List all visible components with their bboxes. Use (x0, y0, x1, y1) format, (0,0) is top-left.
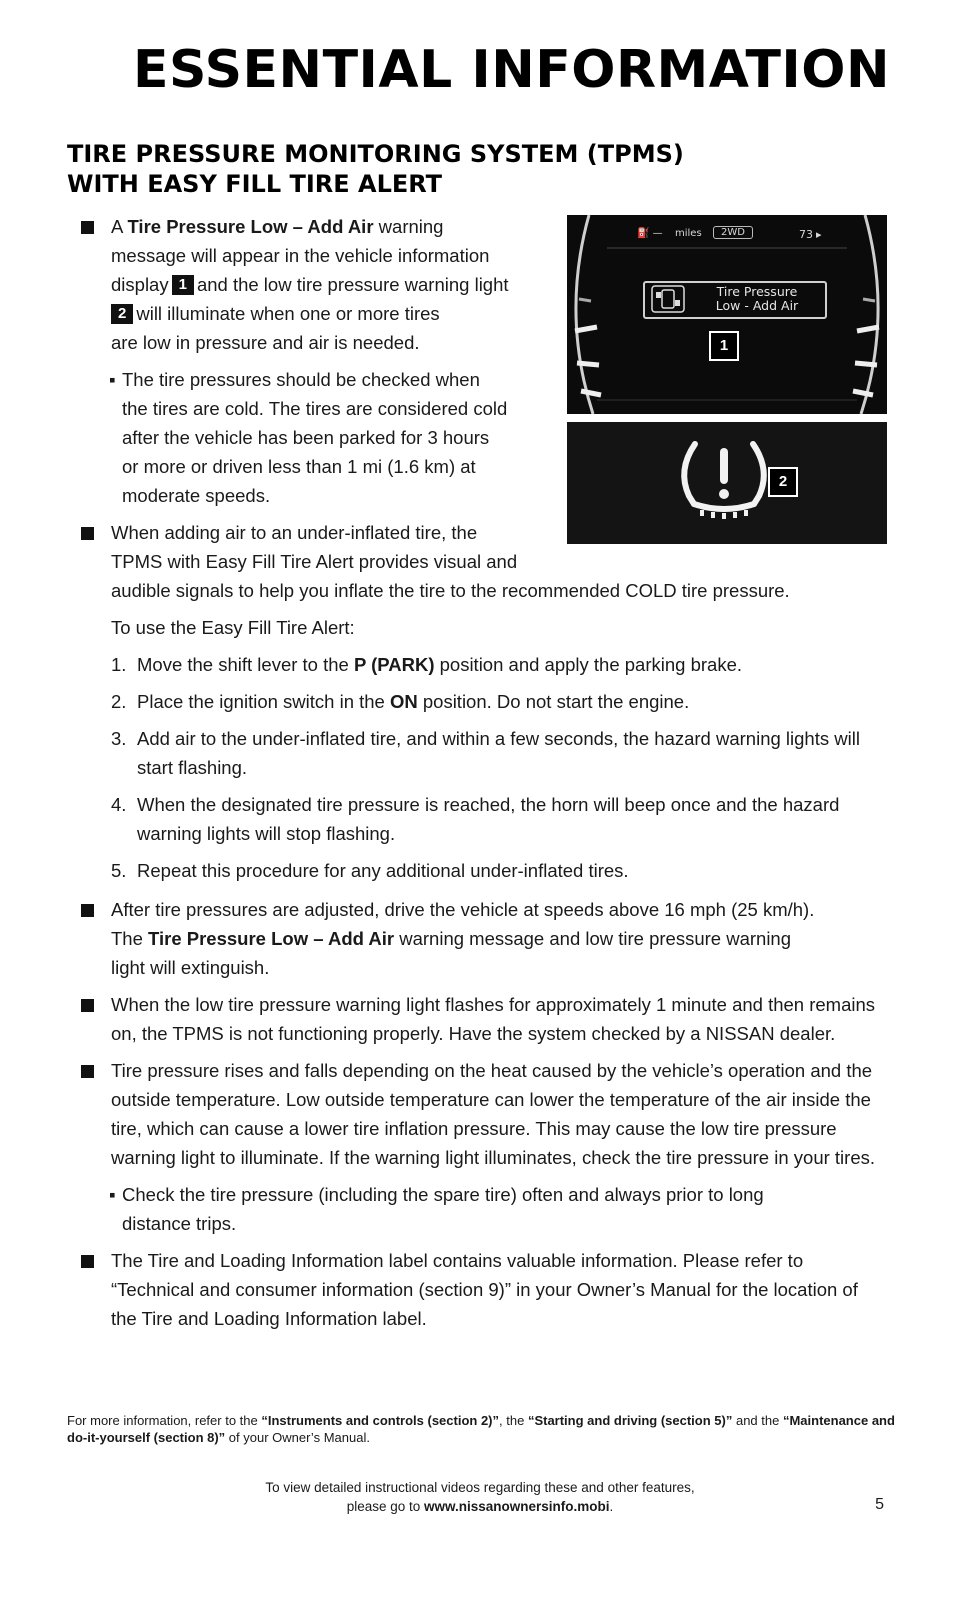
message-line-1: Tire Pressure (716, 284, 798, 299)
step-1: 1. Move the shift lever to the P (PARK) position and apply the parking brake. (111, 654, 742, 675)
section-title-line-2: WITH EASY FILL TIRE ALERT (67, 170, 443, 198)
bullet-tpms-malfunction: When the low tire pressure warning light flashes for approximately 1 minute and then remains on, the TPMS is not functioning properly. Have the system checked by a NISSAN dealer. (67, 990, 887, 1048)
footer-line-1: To view detailed instructional videos regarding these and other features, (265, 1480, 695, 1495)
message-line-2: Low - Add Air (715, 298, 799, 313)
add-air-message-name: Tire Pressure Low – Add Air (127, 216, 374, 237)
bullet-add-air-warning: A Tire Pressure Low – Add Air warning message will appear in the vehicle information display 1 and the low tire pressure warning light 2 will illuminate when one or more tires are low in pressure and air is needed. (67, 212, 591, 357)
main-content (67, 212, 887, 1333)
bullet-temperature: Tire pressure rises and falls depending on the heat caused by the vehicle’s operation and the outside temperature. Low outside temperature can lower the temperature of the air inside the tire, which can cause a lower tire inflation pressure. This may cause the low tire pressure warning light to illuminate. If the warning light illuminates, check the tire pressure in your tires. (67, 1056, 887, 1172)
step-3: 3. Add air to the under-inflated tire, and within a few seconds, the hazard warning lights will start flashing. (111, 728, 860, 778)
temperature-arrow-icon: ▸ (816, 228, 822, 241)
bullet-after-adjust: After tire pressures are adjusted, drive the vehicle at speeds above 16 mph (25 km/h). The Tire Pressure Low – Add Air warning message and low tire pressure warning light will extinguish. (67, 895, 887, 982)
easy-fill-intro: To use the Easy Fill Tire Alert: (111, 617, 355, 638)
page-number: 5 (875, 1496, 884, 1513)
page-title: ESSENTIAL INFORMATION (132, 40, 890, 100)
footer-line-2: please go to www.nissanownersinfo.mobi. (346, 1499, 614, 1514)
fuel-range-icon: ⛽ — (637, 228, 663, 239)
sub-bullet-spare-tire: ▪ Check the tire pressure (including the spare tire) often and always prior to long distance trips. (67, 1180, 887, 1238)
section-title (67, 139, 684, 199)
step-2: 2. Place the ignition switch in the ON position. Do not start the engine. (111, 691, 690, 712)
miles-label: miles (675, 228, 702, 239)
outside-temperature: 73 (799, 228, 813, 241)
drive-mode-indicator: 2WD (713, 226, 753, 239)
website-link[interactable]: www.nissanownersinfo.mobi (424, 1499, 610, 1514)
page-footer (180, 1478, 780, 1516)
bullet-loading-label: The Tire and Loading Information label contains valuable information. Please refer to “Technical and consumer information (section 9)” in your Owner’s Manual for the location of the Tire and Loading Information label. (67, 1246, 887, 1333)
section-title-line-1: TIRE PRESSURE MONITORING SYSTEM (TPMS) (67, 140, 684, 168)
sub-bullet-marker: ▪ (109, 1184, 116, 1205)
badge-1: 1 (172, 275, 194, 295)
step-5: 5. Repeat this procedure for any additional under-inflated tires. (111, 860, 629, 881)
sub-bullet-cold-tires: ▪ The tire pressures should be checked when the tires are cold. The tires are considered cold after the vehicle has been parked for 3 hours or more or driven less than 1 mi (1.6 km) at moderate speeds. (67, 365, 602, 510)
bullet-easy-fill: When adding air to an under-inflated tire, the TPMS with Easy Fill Tire Alert provides visual and audible signals to help you inflate the tire to the recommended COLD tire pressure. (67, 518, 887, 605)
callout-1: 1 (709, 331, 739, 361)
callout-2: 2 (768, 467, 798, 497)
sub-bullet-marker: ▪ (109, 369, 116, 390)
step-4: 4. When the designated tire pressure is reached, the horn will beep once and the hazard warning lights will stop flashing. (111, 794, 840, 844)
badge-2: 2 (111, 304, 133, 324)
reference-footnote: For more information, refer to the “Instruments and controls (section 2)”, the “Starting and driving (section 5)” and the “Maintenance and do-it-yourself (section 8)” of your Owner’s Manual. (67, 1413, 895, 1445)
